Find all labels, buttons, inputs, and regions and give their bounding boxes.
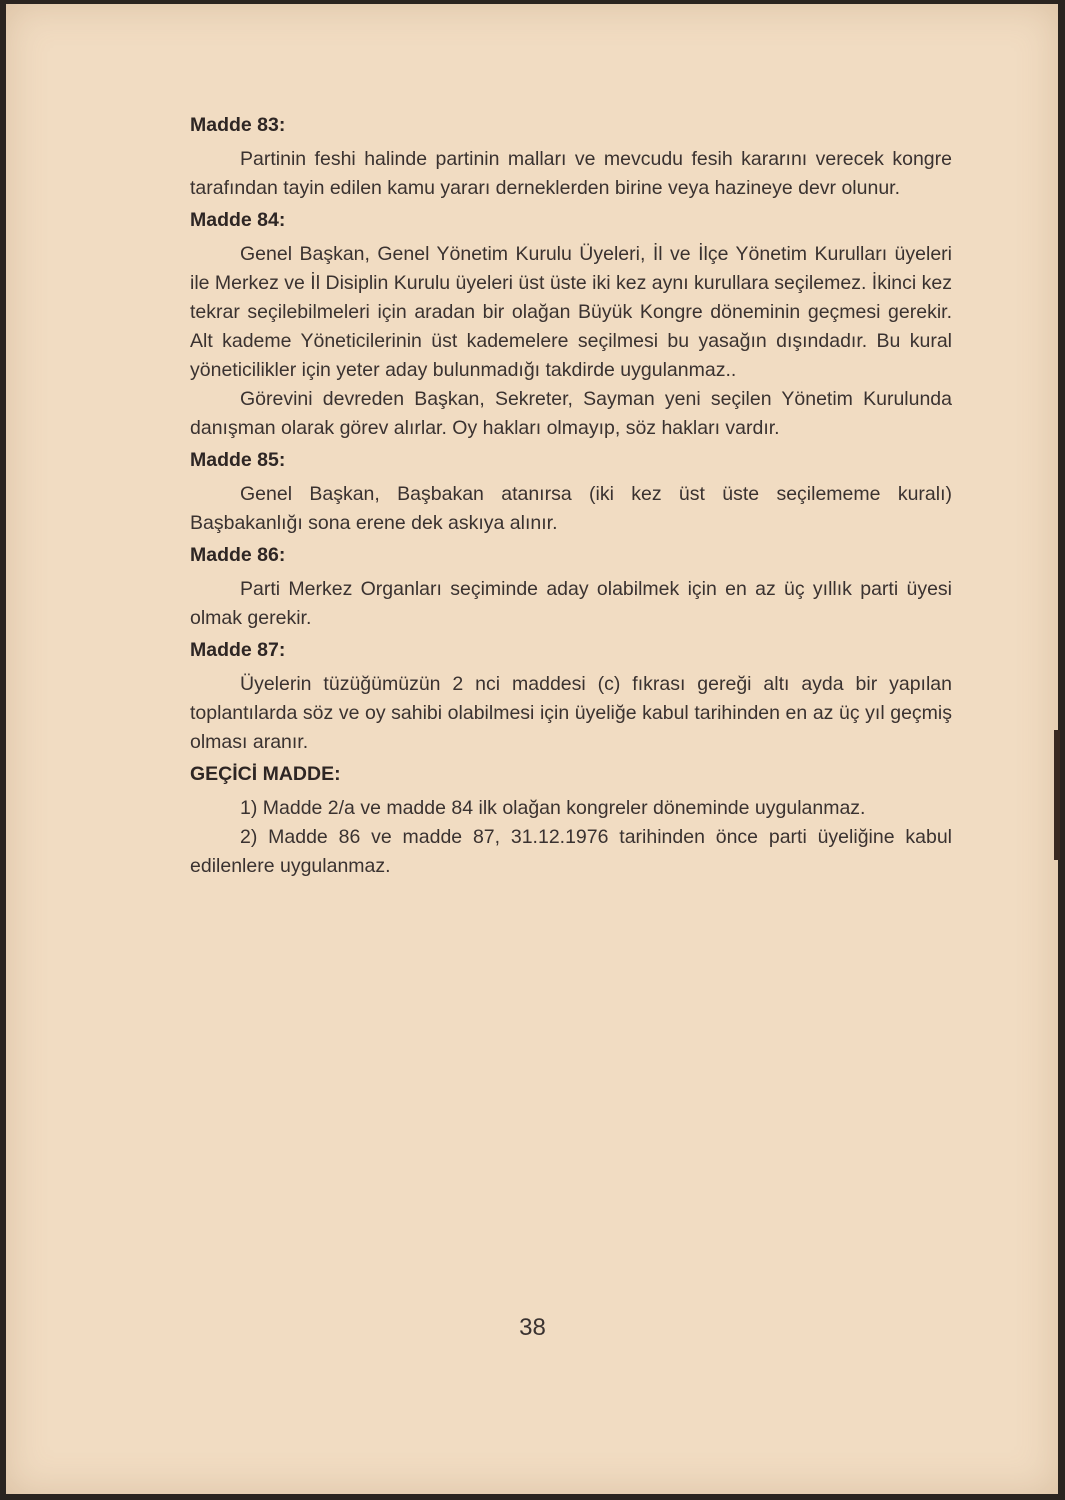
temporary-article-item-2: 2) Madde 86 ve madde 87, 31.12.1976 tarihinden önce parti üyeliğine kabul edilenlere uygulanmaz. [190, 826, 952, 877]
article-heading-85: Madde 85: [190, 449, 286, 471]
article-heading-83: Madde 83: [190, 114, 286, 136]
temporary-article-item-1: 1) Madde 2/a ve madde 84 ilk olağan kongreler döneminde uygulanmaz. [240, 797, 866, 819]
article-heading-86: Madde 86: [190, 544, 286, 566]
article-87-paragraph-1: Üyelerin tüzüğümüzün 2 nci maddesi (c) fıkrası gereği altı ayda bir yapılan toplantılarda söz ve oy sahibi olabilmesi için üyeliğe kabul tarihinden en az üç yıl geçmiş olması aranır. [190, 673, 952, 753]
article-84-paragraph-1: Genel Başkan, Genel Yönetim Kurulu Üyeleri, İl ve İlçe Yönetim Kurulları üyeleri ile Merkez ve İl Disiplin Kurulu üyeleri üst üste iki kez aynı kurullara seçilemez. İkinci kez tekrar seçilebilmeleri için aradan bir olağan Büyük Kongre döneminin geçmesi gerekir. Alt kademe Yöneticilerinin üst kademelere seçilmesi bu yasağın dışındadır. Bu kural yöneticilikler için yeter aday bulunmadığı takdirde uygulanmaz.. [190, 243, 952, 381]
article-heading-84: Madde 84: [190, 209, 286, 231]
article-84-paragraph-2: Görevini devreden Başkan, Sekreter, Sayman yeni seçilen Yönetim Kurulunda danışman olarak görev alırlar. Oy hakları olmayıp, söz hakları vardır. [190, 388, 952, 439]
temporary-article-heading: GEÇİCİ MADDE: [190, 763, 341, 785]
document-body [190, 108, 952, 881]
article-83-paragraph-1: Partinin feshi halinde partinin malları ve mevcudu fesih kararını verecek kongre tarafından tayin edilen kamu yararı derneklerden birine veya hazineye devr olunur. [190, 148, 952, 199]
article-86-paragraph-1: Parti Merkez Organları seçiminde aday olabilmek için en az üç yıllık parti üyesi olmak gerekir. [190, 578, 952, 629]
article-85-paragraph-1: Genel Başkan, Başbakan atanırsa (iki kez üst üste seçilememe kuralı) Başbakanlığı sona erene dek askıya alınır. [190, 483, 952, 534]
article-heading-87: Madde 87: [190, 639, 286, 661]
page-number: 38 [519, 1314, 546, 1341]
binding-edge [1054, 730, 1060, 860]
